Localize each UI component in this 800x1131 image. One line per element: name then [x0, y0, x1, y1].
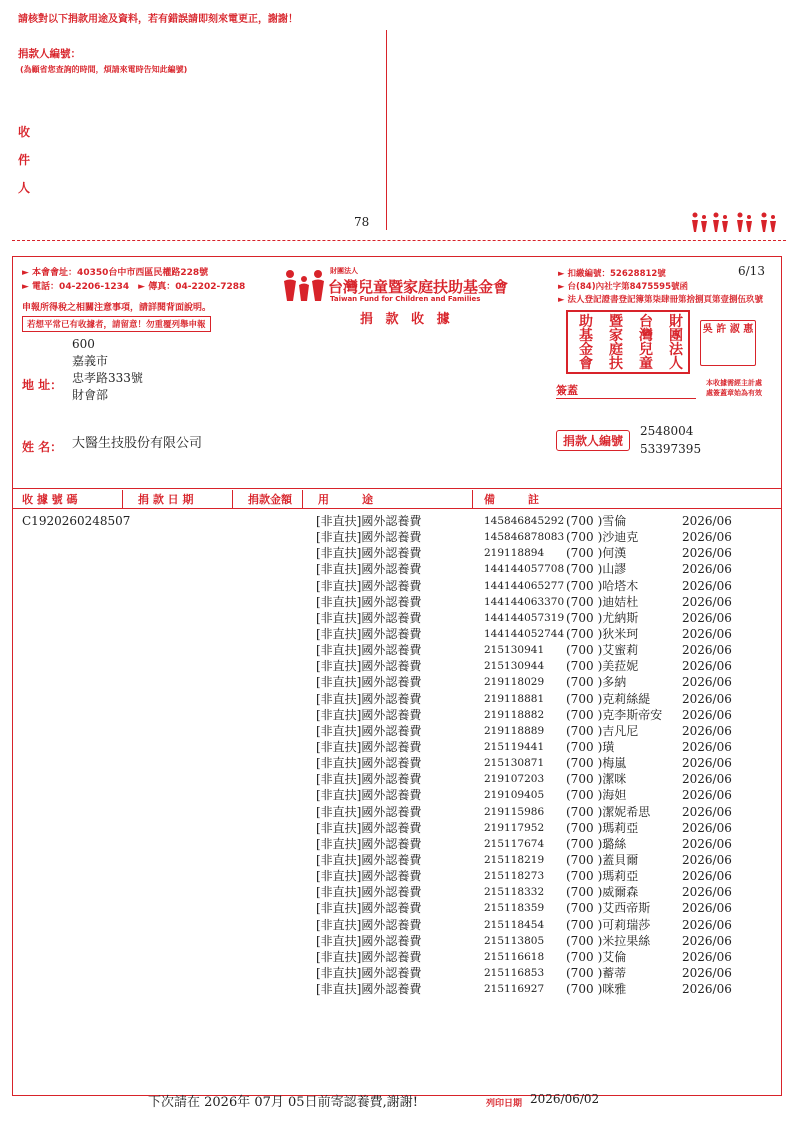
seal-column: 財團法人 [669, 314, 683, 372]
row-code: 215130871 [484, 757, 545, 770]
row-date: 2026/06 [682, 691, 732, 706]
row-area-code: (700 [566, 723, 594, 738]
row-child-name [566, 642, 638, 658]
row-child-name [566, 707, 662, 723]
row-date: 2026/06 [682, 917, 732, 932]
table-top-rule [12, 488, 782, 489]
row-code: 215118332 [484, 886, 545, 899]
row-name: )威爾森 [597, 885, 639, 900]
row-area-code: (700 [566, 675, 594, 690]
donor-numbers [640, 422, 701, 458]
row-date: 2026/06 [682, 836, 732, 851]
row-area-code: (700 [566, 788, 594, 803]
seal-column: 助基金會 [579, 314, 593, 372]
row-purpose: [非直扶]國外認養費 [316, 530, 422, 545]
print-date: 2026/06/02 [530, 1092, 600, 1106]
name-label: 姓 名： [22, 440, 63, 454]
donor-number-label: 捐款人編號 [556, 430, 630, 451]
org-logo-icon [282, 268, 326, 302]
address-city: 嘉義市 [72, 354, 109, 368]
row-date: 2026/06 [682, 965, 732, 980]
row-area-code: (700 [566, 659, 594, 674]
row-child-name [566, 739, 614, 755]
address-window-divider [386, 30, 387, 230]
header-amount: 捐款金額 [248, 493, 292, 506]
row-child-name [566, 594, 638, 610]
row-child-name [566, 917, 650, 933]
verification-note: 請核對以下捐款用途及資料，若有錯誤請即刻來電更正，謝謝！ [18, 14, 298, 25]
row-area-code: (700 [566, 610, 594, 625]
seal-column: 暨家庭扶 [609, 314, 623, 372]
perforation-line [12, 240, 786, 241]
row-name: )瑪莉亞 [597, 869, 639, 884]
row-purpose: [非直扶]國外認養費 [316, 901, 422, 916]
row-purpose: [非直扶]國外認養費 [316, 626, 422, 641]
row-date: 2026/06 [682, 626, 732, 641]
row-code: 145846878083 [484, 531, 565, 544]
seal-validity-note: 本收據需經主計處 處簽蓋章始為有效 [706, 379, 762, 397]
row-area-code: (700 [566, 852, 594, 867]
row-child-name [566, 658, 638, 674]
row-date: 2026/06 [682, 562, 732, 577]
address-street: 忠孝路333號 [72, 371, 143, 385]
row-area-code: (700 [566, 949, 594, 964]
row-date: 2026/06 [682, 643, 732, 658]
row-code: 219115986 [484, 805, 545, 818]
row-area-code: (700 [566, 982, 594, 997]
row-date: 2026/06 [682, 788, 732, 803]
address-department: 財會部 [72, 388, 109, 402]
header-separator [302, 490, 303, 508]
row-name: )何漢 [597, 546, 627, 561]
legal-registration: ► 法人登記證書登記簿第柒肆冊第捨捌頁第壹捌伍玖號 [558, 295, 763, 305]
officer-seal-text: 吳 許 淑 惠 [702, 324, 754, 335]
org-contact-info [22, 266, 245, 294]
row-child-name [566, 949, 626, 965]
row-date: 2026/06 [682, 869, 732, 884]
row-date: 2026/06 [682, 546, 732, 561]
header-donation-date: 捐 款 日 期 [138, 493, 194, 506]
row-date: 2026/06 [682, 852, 732, 867]
row-purpose: [非直扶]國外認養費 [316, 820, 422, 835]
row-area-code: (700 [566, 626, 594, 641]
row-date: 2026/06 [682, 820, 732, 835]
row-child-name [566, 965, 626, 981]
row-child-name [566, 771, 626, 787]
row-child-name [566, 804, 650, 820]
row-name: )山謬 [597, 562, 627, 577]
row-area-code: (700 [566, 901, 594, 916]
row-child-name [566, 836, 626, 852]
row-purpose: [非直扶]國外認養費 [316, 772, 422, 787]
row-purpose: [非直扶]國外認養費 [316, 691, 422, 706]
row-date: 2026/06 [682, 901, 732, 916]
address-label: 地 址： [22, 378, 63, 392]
row-name: )咪雅 [597, 982, 627, 997]
row-purpose: [非直扶]國外認養費 [316, 514, 422, 528]
row-name: )潔咪 [597, 772, 627, 787]
donor-name: 大醫生技股份有限公司 [72, 436, 203, 451]
row-name: )瑪莉亞 [597, 820, 639, 835]
recipient-label: 收件人 [18, 125, 31, 195]
row-code: 144144057708 [484, 563, 565, 576]
row-area-code: (700 [566, 756, 594, 771]
row-area-code: (700 [566, 836, 594, 851]
row-code: 215117674 [484, 837, 545, 850]
org-phone-fax: ► 電話：04-2206-1234 ► 傳真：04-2202-7288 [22, 282, 246, 292]
row-area-code: (700 [566, 933, 594, 948]
row-purpose: [非直扶]國外認養費 [316, 933, 422, 948]
row-area-code: (700 [566, 594, 594, 609]
row-date: 2026/06 [682, 804, 732, 819]
row-area-code: (700 [566, 965, 594, 980]
row-child-name [566, 513, 626, 529]
org-seal-stamp [566, 310, 690, 374]
row-code: 215118359 [484, 902, 545, 915]
receipt-page-number: 6/13 [738, 264, 765, 278]
row-code: 215130944 [484, 660, 545, 673]
row-date: 2026/06 [682, 772, 732, 787]
row-child-name [566, 578, 638, 594]
row-code: 219118894 [484, 547, 545, 560]
next-payment-message: 下次請在 2026年 07月 05日前寄認養費,謝謝! [148, 1095, 418, 1110]
row-date: 2026/06 [682, 933, 732, 948]
donor-address [72, 336, 143, 404]
row-child-name [566, 868, 638, 884]
mailer-page-number: 78 [354, 215, 370, 229]
row-child-name [566, 900, 650, 916]
org-prefix: 財團法人 [330, 267, 358, 275]
row-area-code: (700 [566, 691, 594, 706]
row-code: 215119441 [484, 740, 545, 753]
duplicate-warning: 若想平常已有收據者，請留意！勿重覆列舉申報 [22, 316, 211, 332]
row-name: )璐絲 [597, 836, 627, 851]
row-date: 2026/06 [682, 885, 732, 900]
row-code: 215113805 [484, 934, 545, 947]
row-area-code: (700 [566, 707, 594, 722]
registration-info [558, 268, 763, 307]
row-date: 2026/06 [682, 594, 732, 609]
seal-column: 台灣兒童 [639, 314, 653, 372]
row-name: )克李斯帝安 [597, 707, 663, 722]
row-purpose: [非直扶]國外認養費 [316, 675, 422, 690]
row-code: 219107203 [484, 773, 545, 786]
row-code: 219109405 [484, 789, 545, 802]
row-child-name [566, 787, 626, 803]
row-area-code: (700 [566, 869, 594, 884]
row-name: )蓋貝爾 [597, 852, 639, 867]
row-date: 2026/06 [682, 756, 732, 771]
row-name: )吉凡尼 [597, 723, 639, 738]
row-purpose: [非直扶]國外認養費 [316, 852, 422, 867]
stamp-label: 簽蓋 [556, 384, 578, 397]
row-name: )克莉絲緹 [597, 691, 651, 706]
family-logo-icon [690, 211, 778, 233]
row-name: )璜 [597, 739, 615, 754]
row-child-name [566, 755, 626, 771]
row-date: 2026/06 [682, 610, 732, 625]
row-purpose: [非直扶]國外認養費 [316, 949, 422, 964]
row-name: )狄米珂 [597, 626, 639, 641]
row-purpose: [非直扶]國外認養費 [316, 546, 422, 561]
row-code: 219117952 [484, 821, 545, 834]
row-date: 2026/06 [682, 675, 732, 690]
row-area-code: (700 [566, 562, 594, 577]
row-purpose: [非直扶]國外認養費 [316, 578, 422, 593]
row-purpose: [非直扶]國外認養費 [316, 739, 422, 754]
receipt-title: 捐 款 收 據 [360, 312, 454, 327]
header-separator [232, 490, 233, 508]
row-area-code: (700 [566, 917, 594, 932]
row-name: )艾蜜莉 [597, 643, 639, 658]
row-child-name [566, 610, 638, 626]
mailer-donor-number-hint: (為顧省您查詢的時間，煩請來電時告知此編號) [20, 65, 188, 74]
row-purpose: [非直扶]國外認養費 [316, 917, 422, 932]
row-date: 2026/06 [682, 530, 732, 545]
row-area-code: (700 [566, 530, 594, 545]
row-code: 144144065277 [484, 579, 565, 592]
row-child-name [566, 545, 626, 561]
row-child-name [566, 626, 638, 642]
row-name: )可莉瑞莎 [597, 917, 651, 932]
row-name: )雪倫 [597, 514, 627, 528]
row-purpose: [非直扶]國外認養費 [316, 788, 422, 803]
row-name: )梅嵐 [597, 756, 627, 771]
row-child-name [566, 529, 638, 545]
row-code: 219118889 [484, 724, 545, 737]
row-code: 215118219 [484, 853, 545, 866]
donor-number-2: 53397395 [640, 442, 702, 456]
row-child-name [566, 820, 638, 836]
row-name: )迪姞杜 [597, 594, 639, 609]
row-name: )沙迪克 [597, 530, 639, 545]
row-area-code: (700 [566, 514, 594, 528]
row-area-code: (700 [566, 820, 594, 835]
row-code: 145846845292 [484, 515, 565, 527]
row-code: 215116618 [484, 950, 545, 963]
row-name: )多納 [597, 675, 627, 690]
row-code: 144144063370 [484, 595, 565, 608]
row-date: 2026/06 [682, 707, 732, 722]
row-purpose: [非直扶]國外認養費 [316, 659, 422, 674]
row-code: 215116927 [484, 983, 545, 996]
mailer-donor-number-label: 捐款人編號： [18, 48, 81, 60]
donor-number-1: 2548004 [640, 424, 694, 438]
row-child-name [566, 674, 626, 690]
row-area-code: (700 [566, 885, 594, 900]
row-child-name [566, 981, 626, 997]
row-name: )艾西帝斯 [597, 901, 651, 916]
row-code: 215118273 [484, 870, 545, 883]
row-purpose: [非直扶]國外認養費 [316, 723, 422, 738]
ministry-letter: ► 台(84)內社字第8475595號函 [558, 282, 688, 292]
row-purpose: [非直扶]國外認養費 [316, 982, 422, 997]
org-address: ► 本會會址：40350台中市西區民權路228號 [22, 268, 209, 278]
row-purpose: [非直扶]國外認養費 [316, 836, 422, 851]
header-purpose: 用 途 [318, 493, 373, 506]
withholding-number: ► 扣繳編號：52628812號 [558, 269, 666, 279]
tax-note: 申報所得稅之相關注意事項，請詳閱背面說明。 [22, 303, 212, 313]
row-name: )美菈妮 [597, 659, 639, 674]
postal-code: 600 [72, 337, 95, 351]
row-date: 2026/06 [682, 739, 732, 754]
receipt-number: C1920260248507 [22, 514, 131, 528]
row-purpose: [非直扶]國外認養費 [316, 756, 422, 771]
row-child-name [566, 933, 650, 949]
row-purpose: [非直扶]國外認養費 [316, 869, 422, 884]
row-child-name [566, 561, 626, 577]
print-date-label: 列印日期 [486, 1099, 523, 1109]
row-purpose: [非直扶]國外認養費 [316, 707, 422, 722]
row-area-code: (700 [566, 578, 594, 593]
row-name: )哈塔木 [597, 578, 639, 593]
header-remarks: 備 註 [484, 493, 539, 506]
row-child-name [566, 691, 650, 707]
row-area-code: (700 [566, 739, 594, 754]
row-date: 2026/06 [682, 982, 732, 997]
row-date: 2026/06 [682, 514, 732, 528]
org-name-english: Taiwan Fund for Children and Families [330, 295, 481, 303]
header-separator [122, 490, 123, 508]
row-code: 144144057319 [484, 611, 565, 624]
header-separator [472, 490, 473, 508]
row-name: )海妲 [597, 788, 627, 803]
row-purpose: [非直扶]國外認養費 [316, 965, 422, 980]
row-code: 215116853 [484, 966, 545, 979]
stamp-underline [556, 398, 696, 399]
row-name: )蓄蒂 [597, 965, 627, 980]
row-child-name [566, 884, 638, 900]
row-purpose: [非直扶]國外認養費 [316, 610, 422, 625]
row-area-code: (700 [566, 804, 594, 819]
row-date: 2026/06 [682, 578, 732, 593]
row-date: 2026/06 [682, 949, 732, 964]
row-code: 215118454 [484, 918, 545, 931]
row-name: )米拉果絲 [597, 933, 651, 948]
row-code: 144144052744 [484, 627, 565, 640]
row-area-code: (700 [566, 546, 594, 561]
row-purpose: [非直扶]國外認養費 [316, 594, 422, 609]
row-purpose: [非直扶]國外認養費 [316, 562, 422, 577]
row-area-code: (700 [566, 772, 594, 787]
row-date: 2026/06 [682, 659, 732, 674]
row-name: )潔妮希思 [597, 804, 651, 819]
table-header-rule [12, 508, 782, 509]
row-code: 219118881 [484, 692, 545, 705]
row-purpose: [非直扶]國外認養費 [316, 643, 422, 658]
row-code: 219118029 [484, 676, 545, 689]
row-name: )尤納斯 [597, 610, 639, 625]
row-purpose: [非直扶]國外認養費 [316, 804, 422, 819]
row-area-code: (700 [566, 643, 594, 658]
header-receipt-no: 收 據 號 碼 [22, 493, 78, 506]
row-child-name [566, 723, 638, 739]
row-name: )艾倫 [597, 949, 627, 964]
row-date: 2026/06 [682, 723, 732, 738]
row-purpose: [非直扶]國外認養費 [316, 885, 422, 900]
row-code: 215130941 [484, 644, 545, 657]
row-code: 219118882 [484, 708, 545, 721]
org-name: 台灣兒童暨家庭扶助基金會 [328, 278, 509, 296]
row-child-name [566, 852, 638, 868]
